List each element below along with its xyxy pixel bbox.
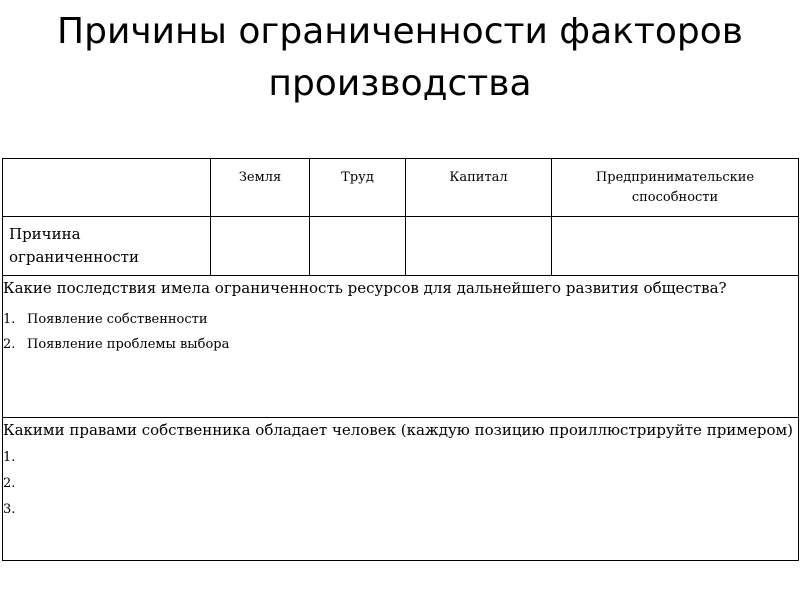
slide-title-line-2: производства xyxy=(268,63,532,104)
list-item-text: Появление собственности xyxy=(27,312,208,327)
list-item xyxy=(3,307,798,332)
list-item-number: 1. xyxy=(3,450,16,465)
table-row-question-1 xyxy=(3,276,799,418)
table-row-question-2 xyxy=(3,418,799,561)
factors-table xyxy=(2,158,799,561)
question-2-cell xyxy=(3,418,799,561)
table-header-row xyxy=(3,159,799,217)
blank-cell-entrepreneurship xyxy=(552,217,799,276)
blank-cell-labor xyxy=(310,217,406,276)
list-item-number: 2. xyxy=(3,337,16,352)
question-1-cell xyxy=(3,276,799,418)
blank-cell-capital xyxy=(406,217,552,276)
blank-cell-land xyxy=(211,217,310,276)
question-1-answers xyxy=(3,307,798,357)
list-item-number: 1. xyxy=(3,312,16,327)
list-item xyxy=(3,332,798,357)
header-cell-entrepreneurship: Предпринимательские способности xyxy=(552,159,799,217)
slide-title xyxy=(0,6,800,110)
list-item-number: 3. xyxy=(3,502,16,517)
question-2-blank-list xyxy=(3,445,798,523)
header-cell-capital: Капитал xyxy=(406,159,552,217)
question-2-text: Какими правами собственника обладает человек (каждую позицию проиллюстрируйте примером) xyxy=(3,421,793,439)
table-row-reason xyxy=(3,217,799,276)
row-label-reason: Причина ограниченности xyxy=(3,217,211,276)
question-1-text: Какие последствия имела ограниченность ресурсов для дальнейшего развития общества? xyxy=(3,279,727,297)
list-item-text: Появление проблемы выбора xyxy=(27,337,230,352)
header-cell-land: Земля xyxy=(211,159,310,217)
header-cell-labor: Труд xyxy=(310,159,406,217)
slide-title-line-1: Причины ограниченности факторов xyxy=(57,11,743,52)
list-item-number: 2. xyxy=(3,476,16,491)
header-corner-cell xyxy=(3,159,211,217)
